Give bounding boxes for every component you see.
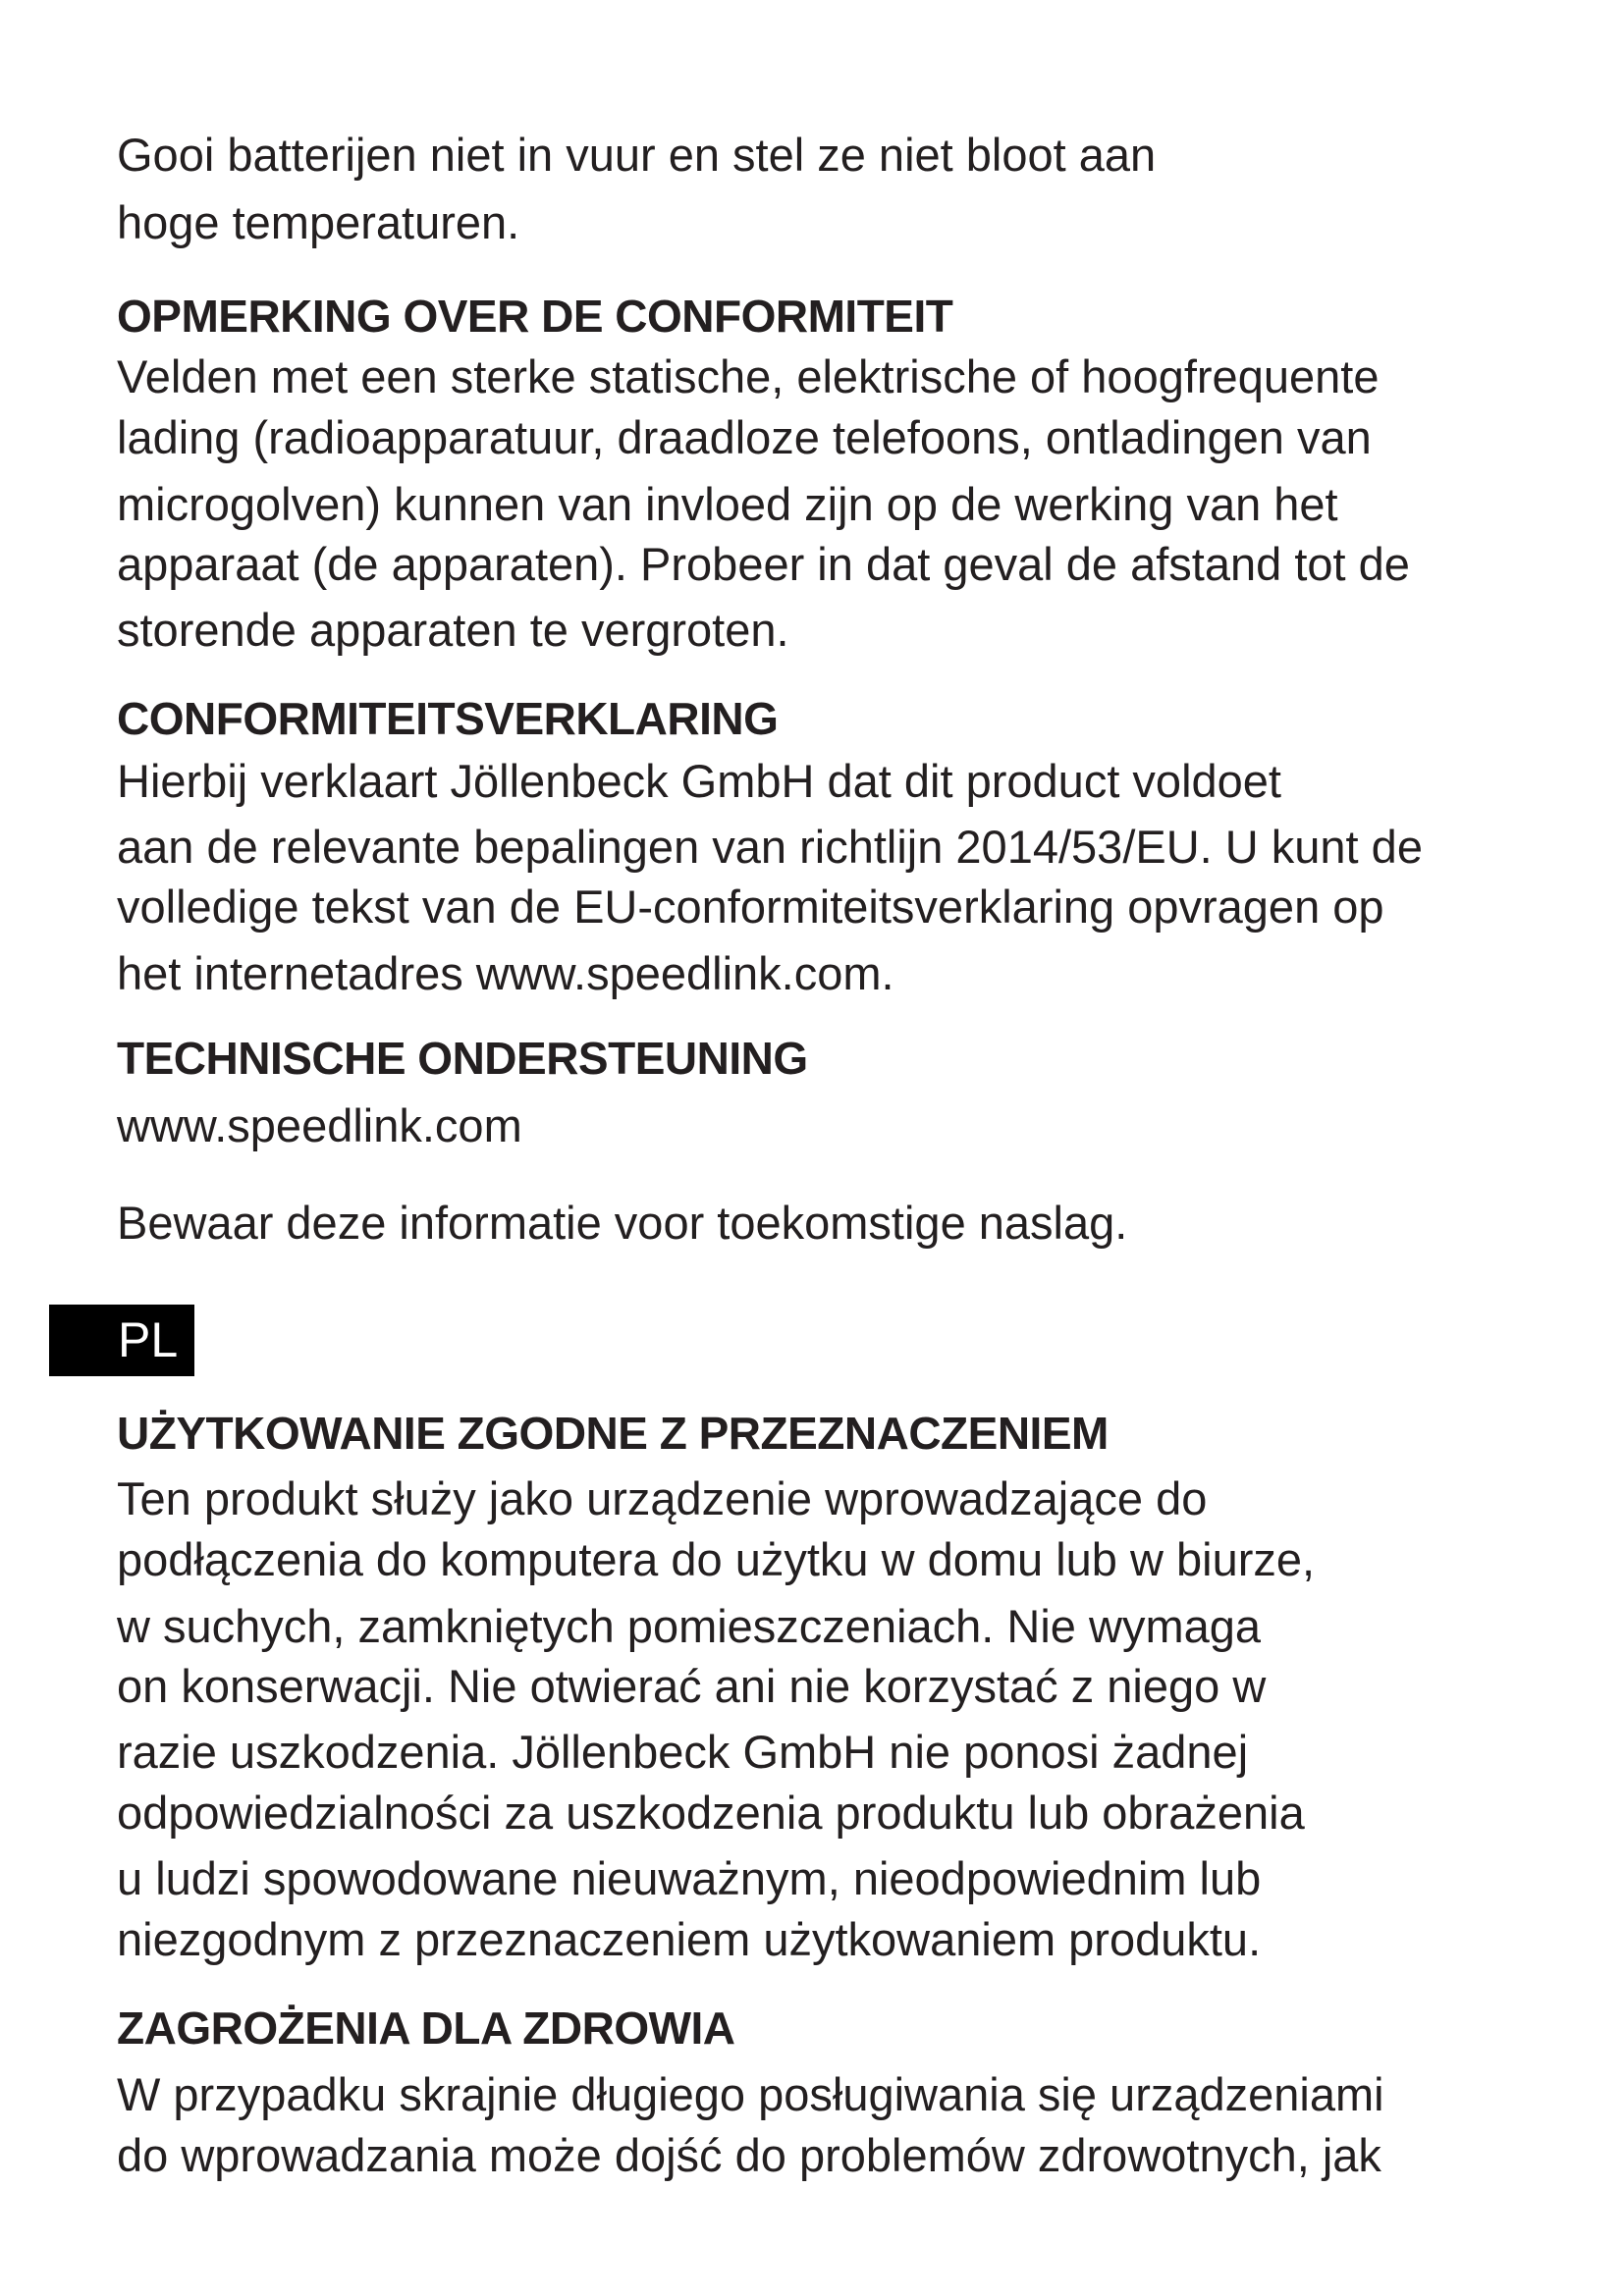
health-risks-line-2: do wprowadzania może dojść do problemów zdrowotnych, jak [117,2129,1381,2181]
intended-use-line-5: razie uszkodzenia. Jöllenbeck GmbH nie ponosi żadnej [117,1726,1249,1778]
intended-use-line-7: u ludzi spowodowane nieuważnym, nieodpowiednim lub [117,1852,1262,1904]
declaration-line-2: aan de relevante bepalingen van richtlijn 2014/53/EU. U kunt de [117,821,1423,873]
conformity-note-line-3: microgolven) kunnen van invloed zijn op de werking van het [117,478,1338,530]
conformity-note-line-4: apparaat (de apparaten). Probeer in dat geval de afstand tot de [117,538,1410,590]
conformity-note-line-1: Velden met een sterke statische, elektrische of hoogfrequente [117,350,1380,402]
intended-use-line-8: niezgodnym z przeznaczeniem użytkowaniem produktu. [117,1913,1262,1965]
support-url[interactable]: www.speedlink.com [117,1099,522,1151]
intended-use-line-6: odpowiedzialności za uszkodzenia produktu lub obrażenia [117,1787,1305,1839]
battery-warning-line-2: hoge temperaturen. [117,196,520,248]
health-risks-heading: ZAGROŻENIA DLA ZDROWIA [117,2002,735,2054]
intended-use-line-3: w suchych, zamkniętych pomieszczeniach. Nie wymaga [117,1600,1262,1652]
keep-information-note: Bewaar deze informatie voor toekomstige naslag. [117,1197,1128,1249]
declaration-line-1: Hierbij verklaart Jöllenbeck GmbH dat dit product voldoet [117,755,1281,807]
health-risks-line-1: W przypadku skrajnie długiego posługiwania się urządzeniami [117,2068,1384,2120]
conformity-note-line-5: storende apparaten te vergroten. [117,604,789,656]
conformity-note-heading: OPMERKING OVER DE CONFORMITEIT [117,291,953,342]
intended-use-line-1: Ten produkt służy jako urządzenie wprowadzające do [117,1472,1208,1524]
battery-warning-line-1: Gooi batterijen niet in vuur en stel ze niet bloot aan [117,129,1157,181]
intended-use-line-2: podłączenia do komputera do użytku w domu lub w biurze, [117,1533,1316,1585]
conformity-note-line-2: lading (radioapparatuur, draadloze telefoons, ontladingen van [117,411,1372,463]
language-tab-pl: PL [49,1305,194,1376]
intended-use-heading: UŻYTKOWANIE ZGODNE Z PRZEZNACZENIEM [117,1408,1109,1459]
support-heading: TECHNISCHE ONDERSTEUNING [117,1033,808,1084]
declaration-line-4: het internetadres www.speedlink.com. [117,947,894,999]
declaration-heading: CONFORMITEITSVERKLARING [117,693,779,744]
intended-use-line-4: on konserwacji. Nie otwierać ani nie korzystać z niego w [117,1660,1267,1712]
declaration-line-3: volledige tekst van de EU-conformiteitsverklaring opvragen op [117,881,1384,933]
